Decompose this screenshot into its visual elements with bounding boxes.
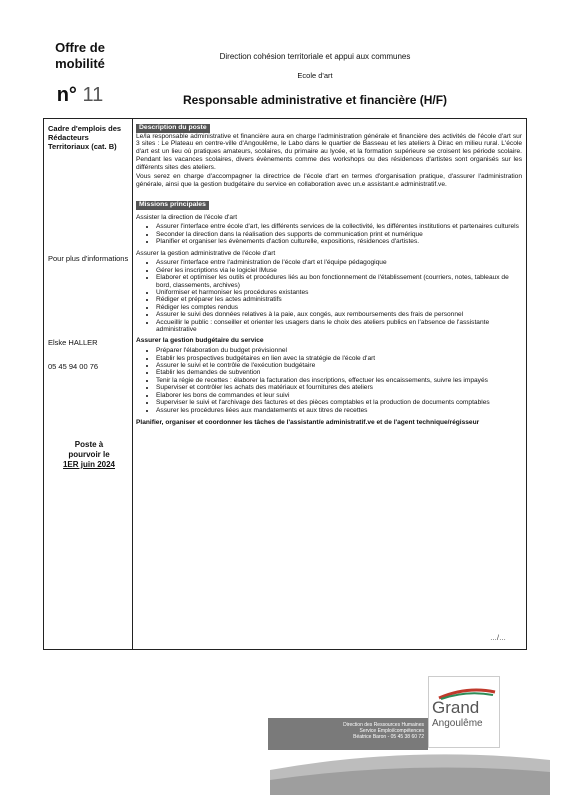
list-item: • Assurer l'interface entre l'administration de l'école d'art et l'équipe pédagogique <box>156 259 522 266</box>
poste-date-block <box>48 440 130 470</box>
list-item: • Etablir les demandes de subvention <box>156 369 522 376</box>
description-p1: Le/la responsable administrative et financière aura en charge l'administration générale et financière des activités de l'école d'art sur 3 sites : Le Plateau en centre-ville d'Angoulême, le Labo dans le quartier de Basseau et les ateliers à Dirac en milieu rural. L'école d'art est un lieu où pratiques amateurs, scolaires, du primaire au lycée, et la formation supérieure se croisent les période scolaire. Pendant les vacances scolaires, divers évènements comme des workshops ou des résidences d'artistes sont organisés sur les différents sites des ateliers. <box>136 132 522 171</box>
footer-contact <box>268 722 424 740</box>
continued-marker: …/… <box>490 635 506 642</box>
list-item: • Superviser le suivi et l'archivage des factures et des pièces comptables et la production de documents comptables <box>156 399 522 406</box>
list-item: • Assurer le suivi des données relatives à la paie, aux congés, aux remboursements des frais de personnel <box>156 311 522 318</box>
list-item: • Uniformiser et harmoniser les procédures existantes <box>156 289 522 296</box>
mission-2-title: Assurer la gestion administrative de l'école d'art <box>136 249 276 257</box>
footer-line3: Béatrice Baron - 05 45 38 60 72 <box>353 734 424 740</box>
offre-title <box>40 40 120 72</box>
footer-line1: Direction des Ressources Humaines <box>343 722 424 728</box>
list-item: • Elaborer les bons de commandes et leur suivi <box>156 392 522 399</box>
contact-name: Elske HALLER <box>48 338 98 347</box>
mission-3-list <box>136 347 522 414</box>
list-item: • Assurer les procédures liées aux mandatements et aux titres de recettes <box>156 407 522 414</box>
poste-line1: Poste à <box>74 440 104 449</box>
list-item: • Accueillir le public : conseiller et orienter les usagers dans le choix des ateliers publics en l'absence de l'assistante administrative <box>156 319 522 334</box>
list-item: • Superviser et contrôler les achats des matériaux et fournitures des ateliers <box>156 384 522 391</box>
cadre-emplois: Cadre d'emplois des Rédacteurs Territoriaux (cat. B) <box>48 124 122 151</box>
list-item: • Rédiger et préparer les actes administratifs <box>156 296 522 303</box>
offer-number <box>40 84 120 107</box>
list-item: • Seconder la direction dans la réalisation des supports de communication print et numérique <box>156 231 522 238</box>
closing-statement: Planifier, organiser et coordonner les tâches de l'assistant/e administratif.ve et de l'agent technique/régisseur <box>136 418 480 426</box>
contact-phone: 05 45 94 00 76 <box>48 362 99 371</box>
poste-date: 1ER juin 2024 <box>62 460 116 469</box>
offre-line1: Offre de <box>55 40 105 55</box>
column-divider <box>132 118 133 650</box>
footer-wave-icon <box>270 750 550 795</box>
list-item: • Assurer l'interface entre école d'art, les différents services de la collectivité, les différentes institutions et partenaires culturels <box>156 223 522 230</box>
mission-1-list <box>136 223 522 245</box>
description-heading: Description du poste <box>136 124 210 133</box>
service-name: Ecole d'art <box>297 71 333 80</box>
list-item: • Tenir la régie de recettes : élaborer la facturation des inscriptions, effectuer les encaissements, suivre les impayés <box>156 377 522 384</box>
poste-line2: pourvoir le <box>68 450 110 459</box>
offre-line2: mobilité <box>55 56 105 71</box>
direction-name: Direction cohésion territoriale et appui aux communes <box>219 52 411 61</box>
missions-heading: Missions principales <box>136 201 209 210</box>
mission-2-list <box>136 259 522 333</box>
logo-grand: Grand <box>432 698 480 717</box>
list-item: • Assurer le suivi et le contrôle de l'exécution budgétaire <box>156 362 522 369</box>
logo-angouleme: Angoulême <box>432 718 483 729</box>
list-item: • Etablir les prospectives budgétaires en lien avec la stratégie de l'école d'art <box>156 355 522 362</box>
pour-plus-info: Pour plus d'informations <box>48 254 129 263</box>
list-item: • Planifier et organiser les évènements d'action culturelle, expositions, résidences d'artistes. <box>156 238 522 245</box>
job-title: Responsable administrative et financière (H/F) <box>182 93 448 107</box>
mission-3-title: Assurer la gestion budgétaire du service <box>136 337 264 345</box>
list-item: • Rédiger les comptes rendus <box>156 304 522 311</box>
description-p2: Vous serez en charge d'accompagner la directrice de l'école d'art en termes d'organisation pratique, d'assurer l'administration générale, ainsi que la gestion budgétaire du service en collaboration avec un.e assistant.e administratif.ve. <box>136 173 522 189</box>
list-item: • Elaborer et optimiser les outils et procédures liés au bon fonctionnement de l'établissement (courriers, notes, tableaux de bord, classements, archives) <box>156 274 522 289</box>
list-item: • Gérer les inscriptions via le logiciel IMuse <box>156 267 522 274</box>
number-prefix: n° <box>56 84 77 106</box>
mission-1-title: Assister la direction de l'école d'art <box>136 213 238 221</box>
number-value: 11 <box>82 84 104 106</box>
list-item: • Préparer l'élaboration du budget prévisionnel <box>156 347 522 354</box>
footer-line2: Service Emploi/compétences <box>359 728 424 734</box>
description-section <box>136 124 522 429</box>
